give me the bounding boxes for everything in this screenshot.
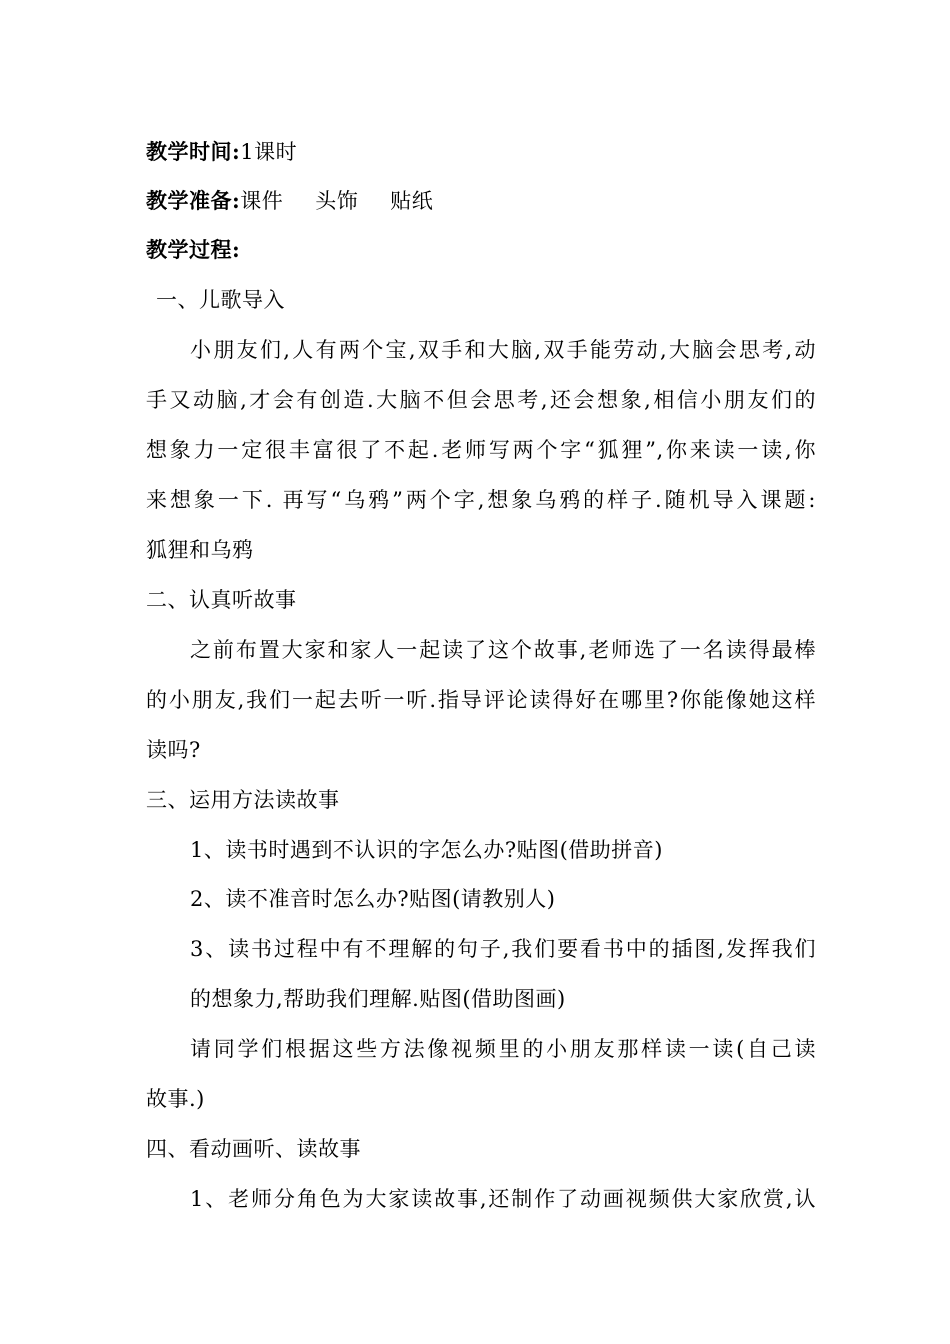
prep-item-headwear: 头饰 [315,189,359,213]
section-1-paragraph-line-1: 小朋友们,人有两个宝,双手和大脑,双手能劳动,大脑会思考,动 [190,338,816,362]
section-4-item-1-line-1: 1、老师分角色为大家读故事,还制作了动画视频供大家欣赏,认 [190,1187,816,1211]
teaching-time-label: 教学时间: [146,139,241,164]
prep-item-stickers: 贴纸 [390,189,434,213]
section-4-title: 四、看动画听、读故事 [146,1137,361,1161]
section-1-paragraph-line-4: 来想象一下. 再写“乌鸦”两个字,想象乌鸦的样子.随机导入课题: [146,488,816,512]
section-2-paragraph-line-3: 读吗? [146,738,201,762]
teaching-process-label: 教学过程: [146,237,241,262]
section-3-item-2: 2、读不准音时怎么办?贴图(请教别人) [190,887,556,911]
section-2-title: 二、认真听故事 [146,588,297,612]
section-3-item-1: 1、读书时遇到不认识的字怎么办?贴图(借助拼音) [190,838,664,862]
section-2-paragraph-line-1: 之前布置大家和家人一起读了这个故事,老师选了一名读得最棒 [190,638,816,662]
section-3-title: 三、运用方法读故事 [146,788,340,812]
section-1-paragraph-line-5: 狐狸和乌鸦 [146,538,254,562]
section-1-title: 一、儿歌导入 [156,288,285,312]
section-1-paragraph-line-3: 想象力一定很丰富很了不起.老师写两个字“狐狸”,你来读一读,你 [146,438,816,462]
teaching-time-value: 1课时 [240,140,298,164]
section-3-item-3-line-2: 的想象力,帮助我们理解.贴图(借助图画) [190,987,566,1011]
section-3-item-3-line-1: 3、读书过程中有不理解的句子,我们要看书中的插图,发挥我们 [190,937,816,961]
section-2-paragraph-line-2: 的小朋友,我们一起去听一听.指导评论读得好在哪里?你能像她这样 [146,688,816,712]
teaching-prep-line [146,186,816,216]
section-3-paragraph-line-1: 请同学们根据这些方法像视频里的小朋友那样读一读(自己读 [190,1037,816,1061]
section-3-paragraph-line-2: 故事.) [146,1087,205,1111]
section-1-paragraph-line-2: 手又动脑,才会有创造.大脑不但会思考,还会想象,相信小朋友们的 [146,388,816,412]
teaching-prep-label: 教学准备: [146,188,241,213]
teaching-time-line [146,137,816,167]
prep-item-courseware: 课件 [240,189,284,213]
